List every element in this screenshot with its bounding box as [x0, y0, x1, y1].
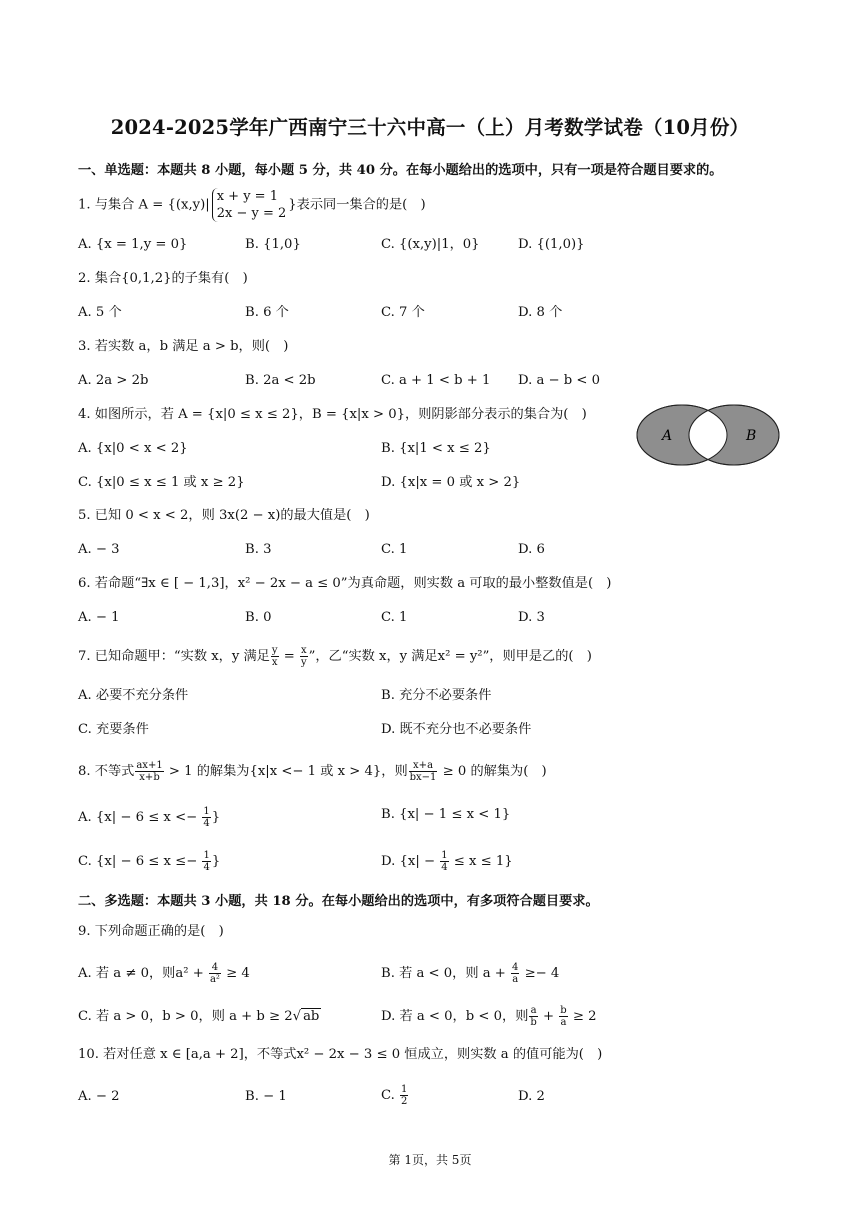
- q6-option-a[interactable]: A. − 1: [78, 610, 120, 625]
- q8-middle: > 1 的解集为{x|x <− 1 或 x > 4}，则: [164, 764, 408, 779]
- question-3: 3. 若实数 a，b 满足 a > b，则( ): [78, 339, 289, 354]
- q6-option-d[interactable]: D. 3: [518, 610, 545, 625]
- numerator: 1: [401, 1084, 408, 1095]
- q7-option-d[interactable]: D. 既不充分也不必要条件: [381, 722, 532, 737]
- numerator: x: [300, 645, 307, 656]
- option-text: }: [211, 810, 221, 825]
- question-9: 9. 下列命题正确的是( ): [78, 924, 224, 939]
- option-text: }: [211, 854, 221, 869]
- denominator: 4: [203, 862, 210, 873]
- q2-option-b[interactable]: B. 6 个: [245, 305, 289, 320]
- q1-option-b[interactable]: B. {1,0}: [245, 237, 301, 252]
- fraction-a-over-b: [529, 1005, 537, 1028]
- fraction-inequality-1: [135, 760, 163, 783]
- option-text: ≥− 4: [520, 966, 560, 981]
- question-1-prefix: 1. 与集合 A = {(x,y)|: [78, 197, 210, 213]
- question-4: 4. 如图所示，若 A = {x|0 ≤ x ≤ 2}，B = {x|x > 0}，则阴影部分表示的集合为( ): [78, 407, 587, 422]
- question-2: 2. 集合{0,1,2}的子集有( ): [78, 271, 248, 286]
- page-title: 2024-2025学年广西南宁三十六中高一（上）月考数学试卷（10月份）: [110, 116, 750, 139]
- option-text: B. 若 a < 0，则 a +: [381, 966, 511, 981]
- q3-option-a[interactable]: A. 2a > 2b: [78, 373, 149, 388]
- option-text: ≥ 2: [568, 1009, 597, 1024]
- q9-option-d[interactable]: [381, 1005, 596, 1028]
- question-5: 5. 已知 0 < x < 2，则 3x(2 − x)的最大值是( ): [78, 508, 370, 523]
- fraction-one-quarter: [202, 850, 210, 873]
- set-b-label: B: [746, 428, 757, 444]
- denominator: 4: [203, 818, 210, 829]
- option-text: A. 若 a ≠ 0，则a² +: [78, 966, 208, 981]
- q10-option-c[interactable]: [381, 1084, 409, 1107]
- option-text: C.: [381, 1088, 400, 1103]
- equation-row-1: x + y = 1: [216, 189, 278, 204]
- fraction-one-quarter: [202, 806, 210, 829]
- q4-option-d[interactable]: D. {x|x = 0 或 x > 2}: [381, 475, 521, 490]
- numerator: ax+1: [136, 760, 163, 771]
- q7-suffix: ”，乙“实数 x，y 满足x² = y²”，则甲是乙的( ): [308, 649, 592, 664]
- denominator: bx−1: [409, 772, 437, 783]
- denominator: a: [560, 1017, 567, 1028]
- q8-suffix: ≥ 0 的解集为( ): [438, 764, 547, 779]
- denominator: a²: [209, 974, 220, 985]
- option-text: ≥ 4: [221, 966, 250, 981]
- q7-option-c[interactable]: C. 充要条件: [78, 722, 149, 737]
- q5-option-a[interactable]: A. − 3: [78, 542, 120, 557]
- plus-sign: +: [538, 1009, 559, 1024]
- fraction-inequality-2: [409, 760, 438, 783]
- fraction-one-quarter: [440, 850, 448, 873]
- q10-option-a[interactable]: A. − 2: [78, 1089, 120, 1104]
- q10-option-b[interactable]: B. − 1: [245, 1089, 287, 1104]
- question-1-suffix: }表示同一集合的是( ): [288, 197, 426, 213]
- q7-option-a[interactable]: A. 必要不充分条件: [78, 688, 189, 703]
- section-heading-multiple-choice: 二、多选题：本题共 3 小题，共 18 分。在每小题给出的选项中，有多项符合题目要求。: [78, 894, 599, 909]
- equals-sign: =: [279, 649, 299, 664]
- q6-option-c[interactable]: C. 1: [381, 610, 408, 625]
- q9-option-a[interactable]: [78, 962, 250, 985]
- equation-system: [212, 188, 287, 222]
- q9-option-c[interactable]: [78, 1008, 321, 1026]
- q5-option-d[interactable]: D. 6: [518, 542, 545, 557]
- q8-option-c[interactable]: [78, 850, 220, 873]
- denominator: 4: [441, 862, 448, 873]
- option-text: C. 若 a > 0，b > 0，则 a + b ≥ 2√: [78, 1009, 302, 1024]
- q5-option-b[interactable]: B. 3: [245, 542, 272, 557]
- q3-option-b[interactable]: B. 2a < 2b: [245, 373, 316, 388]
- q8-prefix: 8. 不等式: [78, 764, 135, 779]
- numerator: x+a: [409, 760, 438, 772]
- q4-option-c[interactable]: C. {x|0 ≤ x ≤ 1 或 x ≥ 2}: [78, 475, 245, 490]
- equation-row-2: 2x − y = 2: [216, 206, 287, 221]
- denominator: y: [300, 657, 307, 668]
- denominator: x+b: [139, 772, 160, 783]
- set-a-label: A: [662, 428, 673, 444]
- q1-option-c[interactable]: C. {(x,y)|1，0}: [381, 237, 480, 252]
- q3-option-d[interactable]: D. a − b < 0: [518, 373, 601, 388]
- option-text: D. {x| −: [381, 854, 440, 869]
- q6-option-b[interactable]: B. 0: [245, 610, 272, 625]
- fraction-y-over-x: [271, 645, 279, 668]
- q2-option-c[interactable]: C. 7 个: [381, 305, 425, 320]
- q5-option-c[interactable]: C. 1: [381, 542, 408, 557]
- denominator: b: [530, 1017, 537, 1028]
- q4-option-a[interactable]: A. {x|0 < x < 2}: [78, 441, 188, 456]
- q1-option-a[interactable]: A. {x = 1,y = 0}: [78, 237, 188, 252]
- question-1: [78, 188, 426, 222]
- denominator: a: [512, 974, 519, 985]
- q9-option-b[interactable]: [381, 962, 559, 985]
- fraction-4-over-a-squared: [209, 962, 221, 985]
- numerator: 1: [203, 850, 210, 861]
- numerator: 1: [203, 806, 210, 817]
- fraction-b-over-a: [559, 1005, 567, 1028]
- question-7: [78, 645, 592, 668]
- page-footer: 第 1页，共 5页: [388, 1153, 472, 1167]
- q8-option-a[interactable]: [78, 806, 220, 829]
- option-text: ≤ x ≤ 1}: [449, 854, 513, 869]
- q1-option-d[interactable]: D. {(1,0)}: [518, 237, 585, 252]
- denominator: 2: [401, 1096, 408, 1107]
- option-text: A. {x| − 6 ≤ x <−: [78, 810, 202, 825]
- radicand: ab: [303, 1009, 320, 1024]
- q7-prefix: 7. 已知命题甲：“实数 x，y 满足: [78, 649, 270, 664]
- question-6: 6. 若命题“∃x ∈ [ − 1,3]，x² − 2x − a ≤ 0”为真命题，则实数 a 可取的最小整数值是( ): [78, 576, 612, 591]
- fraction-x-over-y: [300, 645, 308, 668]
- q4-option-b[interactable]: B. {x|1 < x ≤ 2}: [381, 441, 491, 456]
- fraction-one-half: [400, 1084, 408, 1107]
- fraction-4-over-a: [511, 962, 519, 985]
- q10-option-d[interactable]: D. 2: [518, 1089, 545, 1104]
- numerator: 4: [209, 962, 221, 974]
- q3-option-c[interactable]: C. a + 1 < b + 1: [381, 373, 491, 388]
- section-heading-single-choice: 一、单选题：本题共 8 小题，每小题 5 分，共 40 分。在每小题给出的选项中，只有一项是符合题目要求的。: [78, 163, 723, 178]
- numerator: a: [530, 1005, 537, 1016]
- option-text: C. {x| − 6 ≤ x ≤−: [78, 854, 202, 869]
- question-10: 10. 若对任意 x ∈ [a,a + 2]，不等式x² − 2x − 3 ≤ 0 恒成立，则实数 a 的值可能为( ): [78, 1047, 603, 1062]
- q8-option-d[interactable]: [381, 850, 513, 873]
- q8-option-b[interactable]: B. {x| − 1 ≤ x < 1}: [381, 807, 511, 822]
- numerator: 4: [512, 962, 519, 973]
- option-text: D. 若 a < 0，b < 0，则: [381, 1009, 529, 1024]
- question-8: [78, 760, 547, 783]
- numerator: b: [560, 1005, 567, 1016]
- q7-option-b[interactable]: B. 充分不必要条件: [381, 688, 492, 703]
- venn-diagram: [636, 403, 780, 467]
- numerator: 1: [441, 850, 448, 861]
- denominator: x: [271, 657, 278, 668]
- q2-option-a[interactable]: A. 5 个: [78, 305, 122, 320]
- q2-option-d[interactable]: D. 8 个: [518, 305, 563, 320]
- numerator: y: [271, 645, 278, 656]
